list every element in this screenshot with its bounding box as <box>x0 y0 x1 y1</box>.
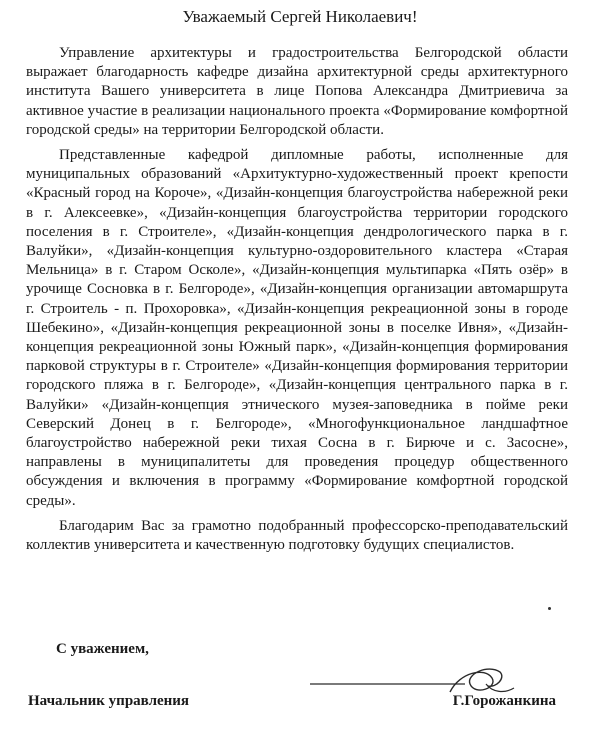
paragraph-projects: Представленные кафедрой дипломные работы, исполненные для муниципальных образований «Архитуктурно-художественный проект крепости «Красный город на Короче», «Дизайн-концепция благоустройства набережной реки в г. Алексеевке», «Дизайн-концепция благоустройства территории городского поселения в г. Строителе», «Дизайн-концепция дендрологического парка в г. Валуйки», «Дизайн-концепция культурно-оздоровительного кластера «Старая Мельница» в г. Старом Осколе», «Дизайн-концепция мультипарка «Пять озёр» в урочище Сосновка в г. Белгороде», «Дизайн-концепция организации автомаршрута г. Строитель - п. Прохоровка», «Дизайн-концепция рекреационной зоны в городе Шебекино», «Дизайн-концепция рекреационной зоны в поселке Ивня», «Дизайн-концепция рекреационной зоны Южный парк», «Дизайн-концепция формирования парковой структуры в г. Строителе» «Дизайн-концепция формирования территории городского пляжа в г. Белгороде», «Дизайн-концепция центрального парка в г. Валуйки» «Дизайн-концепция этнического музея-заповедника в пойме реки Северский Донец в г. Белгороде», «Многофункциональное ландшафтное благоустройство набережной реки тихая Сосна в г. Бирюче и с. Засосне», направлены в муниципалитеты для проведения процедур общественного обсуждения и включения в программу «Формирование комфортной городской среды». <box>26 147 568 509</box>
letter-closing: С уважением, <box>56 641 149 657</box>
signer-name: Г.Горожанкина <box>452 693 556 709</box>
letter-body <box>26 44 568 561</box>
letter-greeting: Уважаемый Сергей Николаевич! <box>182 7 418 26</box>
paragraph-gratitude: Управление архитектуры и градостроительства Белгородской области выражает благодарность кафедре дизайна архитектурной среды архитектурного института Вашего университета в лице Попова Александра Дмитриевича за активное участие в реализации национального проекта «Формирование комфортной городской среды» на территории Белгородской области. <box>26 45 568 138</box>
paper-speck <box>548 607 551 610</box>
signer-position: Начальник управления <box>28 693 190 709</box>
paragraph-thanks: Благодарим Вас за грамотно подобранный профессорско-преподавательский коллектив университета и качественную подготовку будущих специалистов. <box>26 517 568 554</box>
